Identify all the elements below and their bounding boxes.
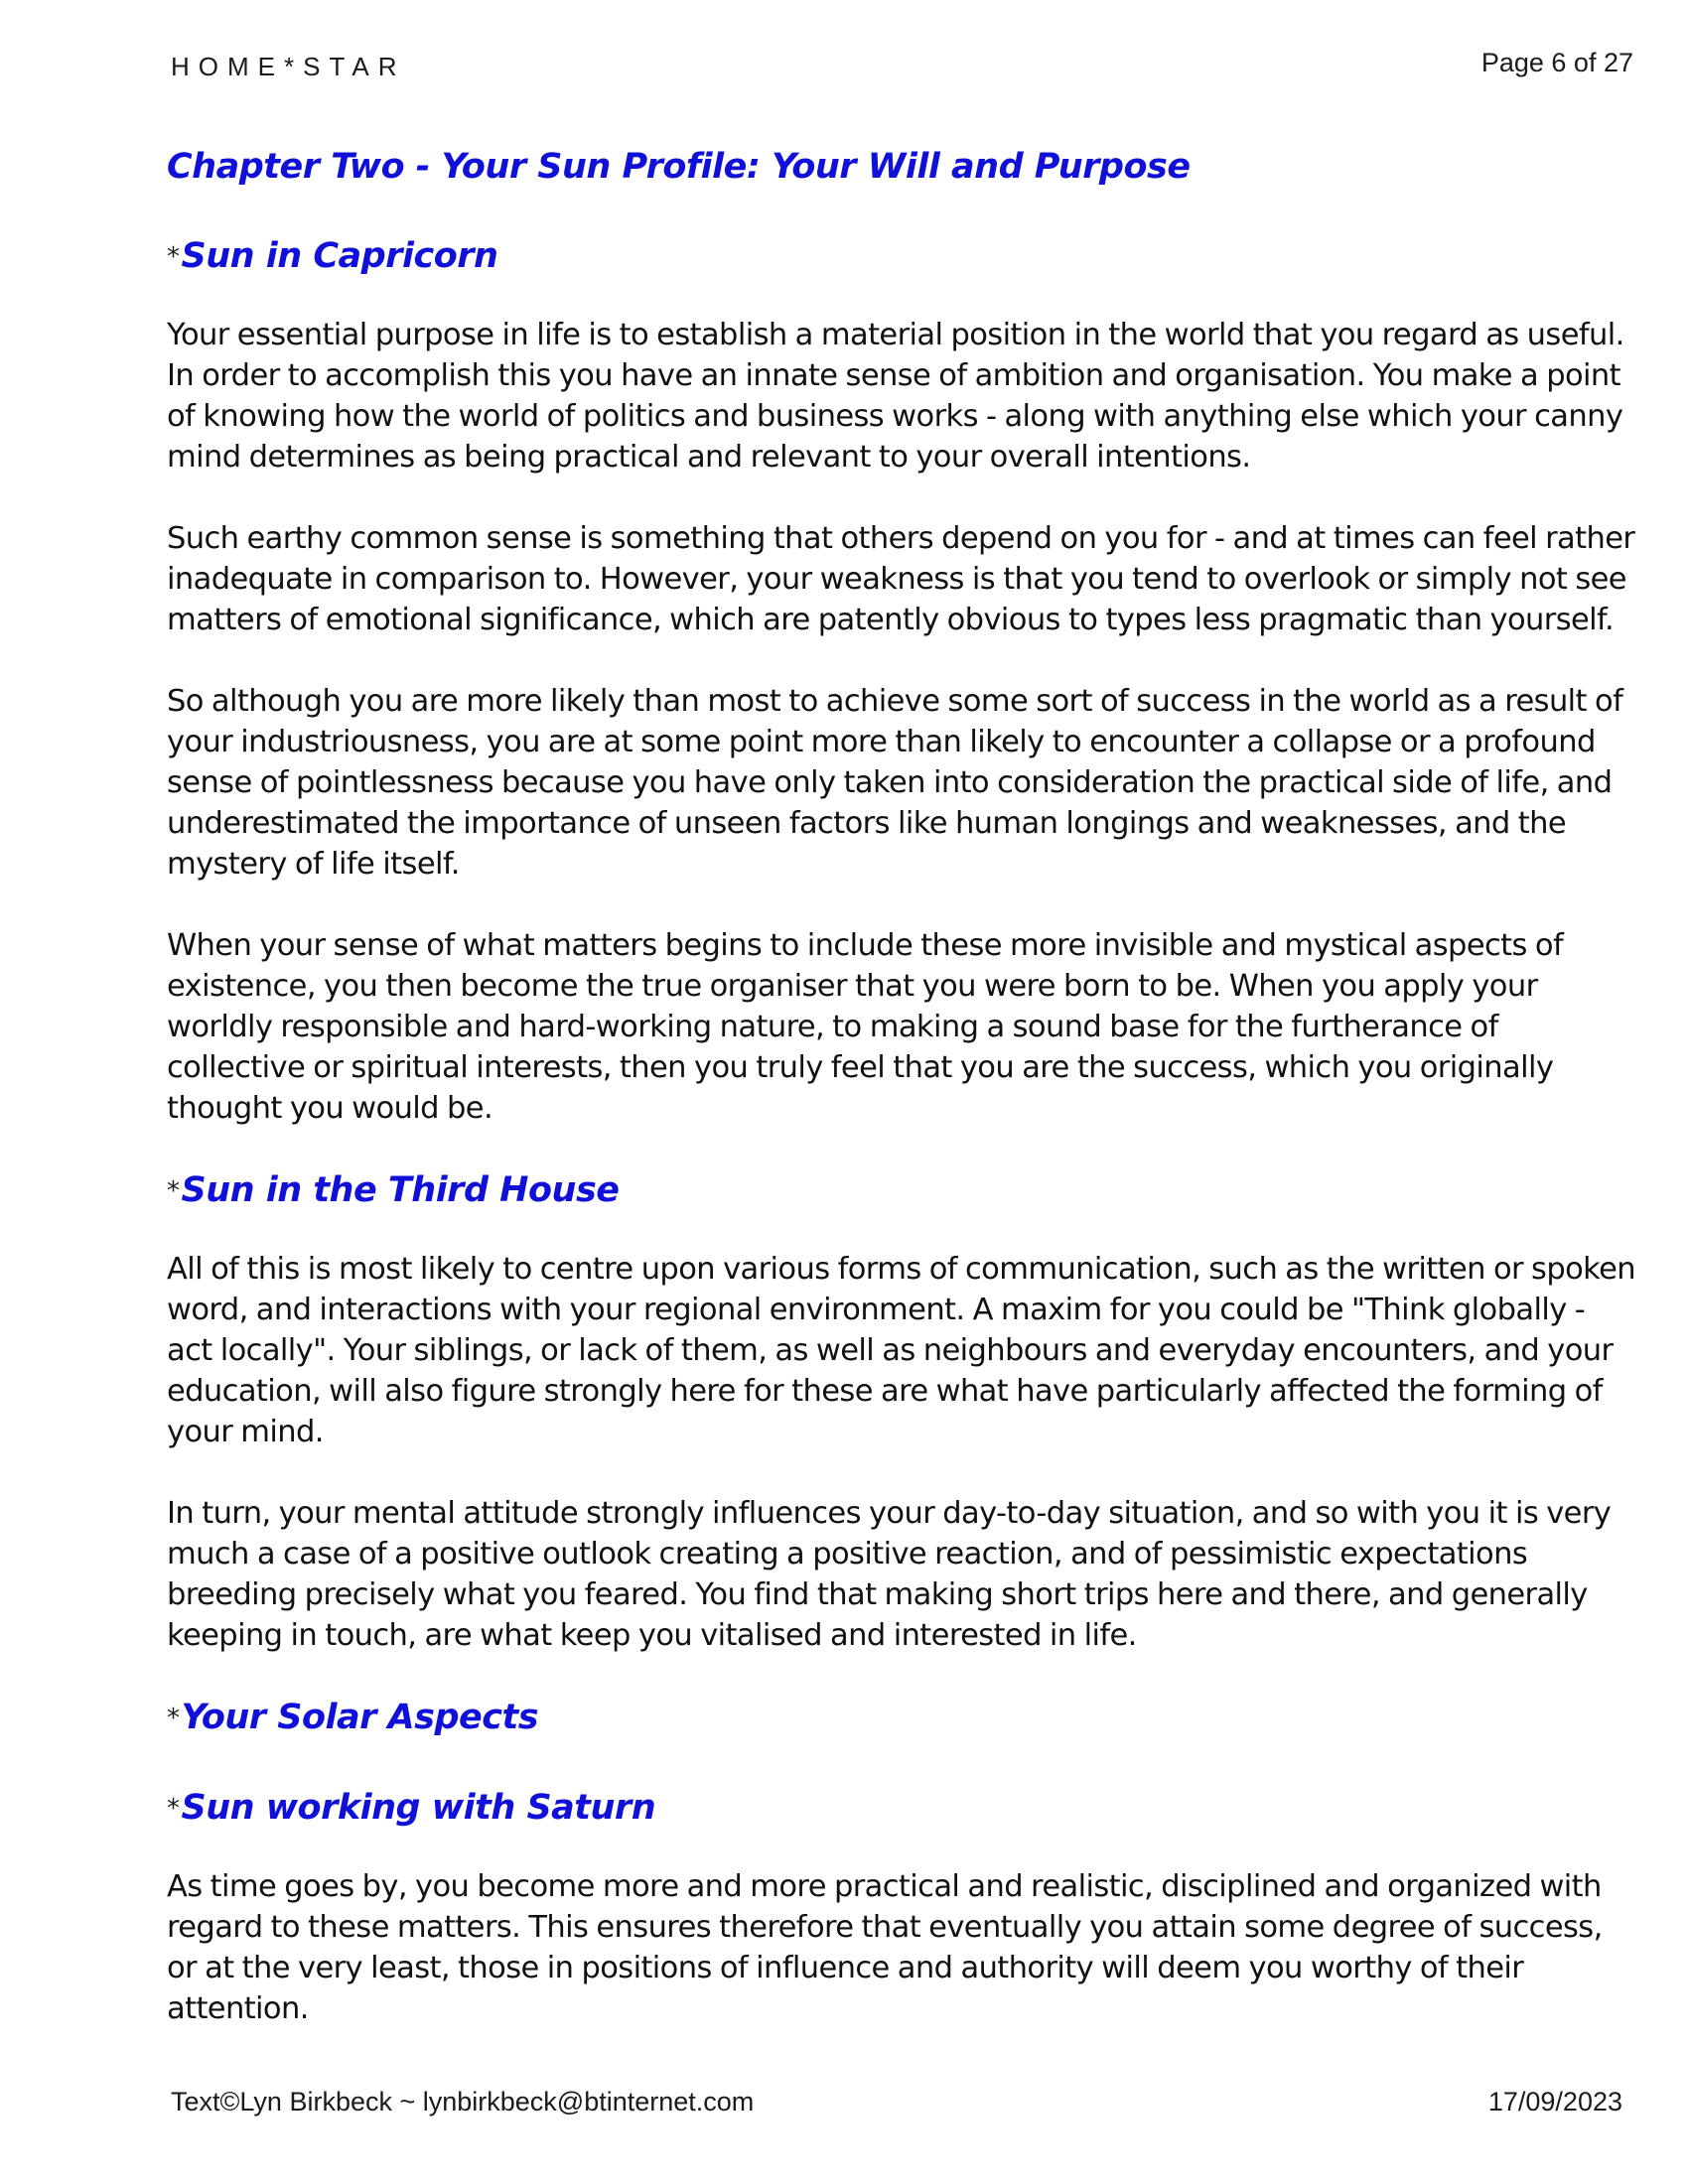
section-heading-text: Sun in Capricorn: [181, 236, 498, 276]
section-heading-sun-in-capricorn: [167, 228, 1636, 285]
paragraph: As time goes by, you become more and more practical and realistic, disciplined and organized with regard to these matters. This ensures therefore that eventually you attain some degree of success, or at the very least, those in positions of influence and authority will deem you worthy of their attention.: [167, 1869, 1603, 2026]
footer-date: 17/09/2023: [1487, 2087, 1622, 2116]
paragraph: All of this is most likely to centre upon various forms of communication, such as the written or spoken word, and interactions with your regional environment. A maxim for you could be "Think globally - act locally". Your siblings, or lack of them, as well as neighbours and everyday encounters, and your education, will also figure strongly here for these are what have particularly affected the forming of your mind.: [167, 1252, 1636, 1449]
section-heading-solar-aspects: [167, 1690, 1636, 1746]
section-heading-text: Sun in the Third House: [181, 1170, 620, 1210]
paragraph: So although you are more likely than most to achieve some sort of success in the world as a result of your industriousness, you are at some point more than likely to encounter a collapse or a profound sense of pointlessness because you have only taken into consideration the practical side of life, and underestimated the importance of unseen factors like human longings and weaknesses, and the mystery of life itself.: [167, 684, 1623, 882]
page-indicator: Page 6 of 27: [1480, 48, 1633, 77]
paragraph: In turn, your mental attitude strongly influences your day-to-day situation, and so with you it is very much a case of a positive outlook creating a positive reaction, and of pessimistic expectations breeding precisely what you feared. You find that making short trips here and there, and generally keeping in touch, are what keep you vitalised and interested in life.: [167, 1496, 1612, 1653]
star-marker: *: [167, 1704, 180, 1733]
paragraph: When your sense of what matters begins to include these more invisible and mystical aspects of existence, you then become the true organiser that you were born to be. When you apply your worldly responsible and hard-working nature, to making a sound base for the furtherance of collective or spiritual interests, then you truly feel that you are the success, which you originally thought you would be.: [167, 928, 1564, 1126]
star-marker: *: [167, 1794, 180, 1824]
star-marker: *: [167, 1176, 180, 1206]
star-marker: *: [167, 242, 180, 272]
chapter-title: Chapter Two - Your Sun Profile: Your Will and Purpose: [167, 147, 1191, 187]
section-heading-text: Your Solar Aspects: [181, 1698, 539, 1737]
section-heading-text: Sun working with Saturn: [181, 1788, 656, 1828]
footer-credit: Text©Lyn Birkbeck ~ lynbirkbeck@btinternet.com: [171, 2087, 755, 2116]
header-brand: HOME*STAR: [171, 52, 406, 81]
section-heading-sun-in-third-house: [167, 1162, 1636, 1219]
paragraph: Your essential purpose in life is to establish a material position in the world that you regard as useful. In order to accomplish this you have an innate sense of ambition and organisation. You make a point of knowing how the world of politics and business works - along with anything else which your canny mind determines as being practical and relevant to your overall intentions.: [167, 318, 1624, 475]
document-body: [167, 139, 1636, 2029]
section-heading-sun-with-saturn: [167, 1780, 1636, 1837]
paragraph: Such earthy common sense is something that others depend on you for - and at times can feel rather inadequate in comparison to. However, your weakness is that you tend to overlook or simply not see matters of emotional significance, which are patently obvious to types less pragmatic than yourself.: [167, 521, 1635, 637]
